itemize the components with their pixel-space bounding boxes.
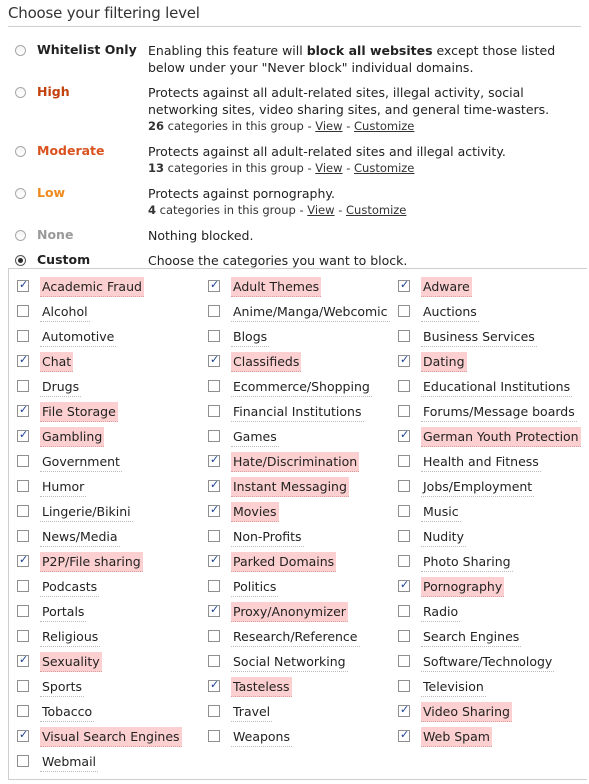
category-grid (8, 268, 587, 780)
category-label[interactable]: Travel (231, 702, 272, 722)
category-label[interactable]: Health and Fitness (421, 452, 541, 472)
category-label[interactable]: Government (40, 452, 122, 472)
category-label[interactable]: Weapons (231, 727, 292, 747)
category-label[interactable]: Drugs (40, 377, 81, 397)
category-label[interactable]: Educational Institutions (421, 377, 572, 397)
level-name: High (37, 84, 70, 99)
category-checkbox[interactable] (17, 630, 29, 642)
category-label[interactable]: Forums/Message boards (421, 402, 577, 422)
category-label[interactable]: Gambling (40, 427, 104, 447)
level-name: Moderate (37, 143, 105, 158)
customize-link[interactable]: Customize (346, 203, 407, 217)
category-checkbox[interactable] (398, 580, 410, 592)
radio-high[interactable] (15, 87, 26, 98)
category-checkbox[interactable] (208, 330, 220, 342)
category-checkbox[interactable] (398, 280, 410, 292)
category-checkbox[interactable] (398, 605, 410, 617)
category-label[interactable]: Blogs (231, 327, 269, 347)
category-label[interactable]: Podcasts (40, 577, 99, 597)
category-label[interactable]: Parked Domains (231, 552, 336, 572)
category-checkbox[interactable] (208, 305, 220, 317)
category-checkbox[interactable] (17, 480, 29, 492)
category-label[interactable]: Sexuality (40, 652, 102, 672)
category-checkbox[interactable] (398, 630, 410, 642)
category-checkbox[interactable] (208, 505, 220, 517)
category-checkbox[interactable] (398, 430, 410, 442)
category-checkbox[interactable] (398, 455, 410, 467)
category-label[interactable]: Instant Messaging (231, 477, 349, 497)
category-label[interactable]: Tasteless (231, 677, 292, 697)
category-label[interactable]: Research/Reference (231, 627, 360, 647)
category-checkbox[interactable] (17, 530, 29, 542)
level-description: Protects against all adult-related sites, illegal activity, social networking sites, video sharing sites, and general time-wasters. 26 categories in this group - View - Customize (148, 85, 550, 133)
category-checkbox[interactable] (398, 405, 410, 417)
category-label[interactable]: Music (421, 502, 461, 522)
category-checkbox[interactable] (17, 280, 29, 292)
category-checkbox[interactable] (17, 505, 29, 517)
category-label[interactable]: Search Engines (421, 627, 521, 647)
category-checkbox[interactable] (17, 455, 29, 467)
category-checkbox[interactable] (17, 380, 29, 392)
category-checkbox[interactable] (398, 505, 410, 517)
category-label[interactable]: Alcohol (40, 302, 90, 322)
level-description: Protects against all adult-related sites and illegal activity. 13 categories in this group - View - Customize (148, 144, 506, 175)
category-label[interactable]: Anime/Manga/Webcomic (231, 302, 390, 322)
category-checkbox[interactable] (208, 530, 220, 542)
category-label[interactable]: Automotive (40, 327, 116, 347)
category-checkbox[interactable] (398, 530, 410, 542)
category-checkbox[interactable] (398, 705, 410, 717)
radio-custom[interactable] (15, 255, 26, 266)
category-checkbox[interactable] (398, 730, 410, 742)
category-checkbox[interactable] (17, 330, 29, 342)
level-name: Low (37, 185, 66, 200)
view-link[interactable]: View (315, 161, 343, 175)
category-label[interactable]: Humor (40, 477, 86, 497)
category-label[interactable]: Pornography (421, 577, 504, 597)
category-checkbox[interactable] (17, 430, 29, 442)
category-label[interactable]: Academic Fraud (40, 277, 144, 297)
category-checkbox[interactable] (17, 705, 29, 717)
category-checkbox[interactable] (17, 405, 29, 417)
level-name: None (37, 227, 74, 242)
category-label[interactable]: Tobacco (40, 702, 94, 722)
category-checkbox[interactable] (208, 380, 220, 392)
category-label[interactable]: Business Services (421, 327, 537, 347)
category-label[interactable]: Financial Institutions (231, 402, 364, 422)
category-checkbox[interactable] (398, 305, 410, 317)
category-checkbox[interactable] (398, 555, 410, 567)
category-checkbox[interactable] (17, 580, 29, 592)
category-checkbox[interactable] (398, 655, 410, 667)
category-label[interactable]: Nudity (421, 527, 466, 547)
category-checkbox[interactable] (208, 605, 220, 617)
customize-link[interactable]: Customize (354, 119, 415, 133)
category-label[interactable]: Webmail (40, 752, 98, 772)
customize-link[interactable]: Customize (354, 161, 415, 175)
page-title: Choose your filtering level (8, 4, 581, 27)
category-label[interactable]: Photo Sharing (421, 552, 513, 572)
category-label[interactable]: Software/Technology (421, 652, 554, 672)
category-label[interactable]: Hate/Discrimination (231, 452, 359, 472)
category-checkbox[interactable] (17, 555, 29, 567)
category-label[interactable]: Radio (421, 602, 460, 622)
level-description: Enabling this feature will block all websites except those listed below under your "Never block" individual domains. (148, 43, 556, 75)
category-label[interactable]: News/Media (40, 527, 120, 547)
category-checkbox[interactable] (208, 705, 220, 717)
category-label[interactable]: P2P/File sharing (40, 552, 143, 572)
category-label[interactable]: Television (421, 677, 486, 697)
category-checkbox[interactable] (398, 330, 410, 342)
category-label[interactable]: Politics (231, 577, 278, 597)
category-label[interactable]: Religious (40, 627, 100, 647)
category-label[interactable]: Adware (421, 277, 472, 297)
level-name: Custom (37, 252, 91, 267)
category-checkbox[interactable] (208, 680, 220, 692)
category-checkbox[interactable] (208, 280, 220, 292)
category-label[interactable]: Visual Search Engines (40, 727, 182, 747)
category-checkbox[interactable] (208, 405, 220, 417)
category-checkbox[interactable] (208, 630, 220, 642)
category-label[interactable]: Jobs/Employment (421, 477, 534, 497)
level-description: Protects against pornography. 4 categories in this group - View - Customize (148, 186, 407, 217)
level-description: Choose the categories you want to block. (148, 253, 408, 268)
category-label[interactable]: Chat (40, 352, 73, 372)
category-checkbox[interactable] (208, 480, 220, 492)
category-label[interactable]: Proxy/Anonymizer (231, 602, 348, 622)
radio-moderate[interactable] (15, 146, 26, 157)
category-checkbox[interactable] (208, 580, 220, 592)
category-label[interactable]: Portals (40, 602, 86, 622)
category-label[interactable]: Auctions (421, 302, 479, 322)
category-checkbox[interactable] (17, 605, 29, 617)
category-label[interactable]: Classifieds (231, 352, 301, 372)
level-description: Nothing blocked. (148, 228, 254, 243)
category-label[interactable]: Lingerie/Bikini (40, 502, 133, 522)
category-checkbox[interactable] (17, 355, 29, 367)
category-checkbox[interactable] (398, 380, 410, 392)
radio-low[interactable] (15, 188, 26, 199)
category-label[interactable]: Video Sharing (421, 702, 512, 722)
category-checkbox[interactable] (17, 305, 29, 317)
category-label[interactable]: Ecommerce/Shopping (231, 377, 372, 397)
category-checkbox[interactable] (17, 680, 29, 692)
category-checkbox[interactable] (208, 430, 220, 442)
category-label[interactable]: Sports (40, 677, 84, 697)
view-link[interactable]: View (307, 203, 335, 217)
category-label[interactable]: Adult Themes (231, 277, 321, 297)
category-label[interactable]: Games (231, 427, 279, 447)
level-name: Whitelist Only (37, 42, 137, 57)
category-label[interactable]: File Storage (40, 402, 118, 422)
category-label[interactable]: Dating (421, 352, 467, 372)
radio-whitelist-only[interactable] (15, 45, 26, 56)
category-checkbox[interactable] (17, 655, 29, 667)
category-checkbox[interactable] (17, 730, 29, 742)
category-label[interactable]: Non-Profits (231, 527, 304, 547)
category-label[interactable]: Social Networking (231, 652, 348, 672)
radio-none[interactable] (15, 230, 26, 241)
category-checkbox[interactable] (208, 655, 220, 667)
view-link[interactable]: View (315, 119, 343, 133)
category-checkbox[interactable] (208, 455, 220, 467)
category-checkbox[interactable] (398, 480, 410, 492)
category-checkbox[interactable] (17, 755, 29, 767)
category-checkbox[interactable] (398, 355, 410, 367)
category-checkbox[interactable] (398, 680, 410, 692)
category-checkbox[interactable] (208, 730, 220, 742)
category-label[interactable]: Movies (231, 502, 279, 522)
category-checkbox[interactable] (208, 555, 220, 567)
category-label[interactable]: German Youth Protection (421, 427, 581, 447)
category-checkbox[interactable] (208, 355, 220, 367)
category-label[interactable]: Web Spam (421, 727, 492, 747)
